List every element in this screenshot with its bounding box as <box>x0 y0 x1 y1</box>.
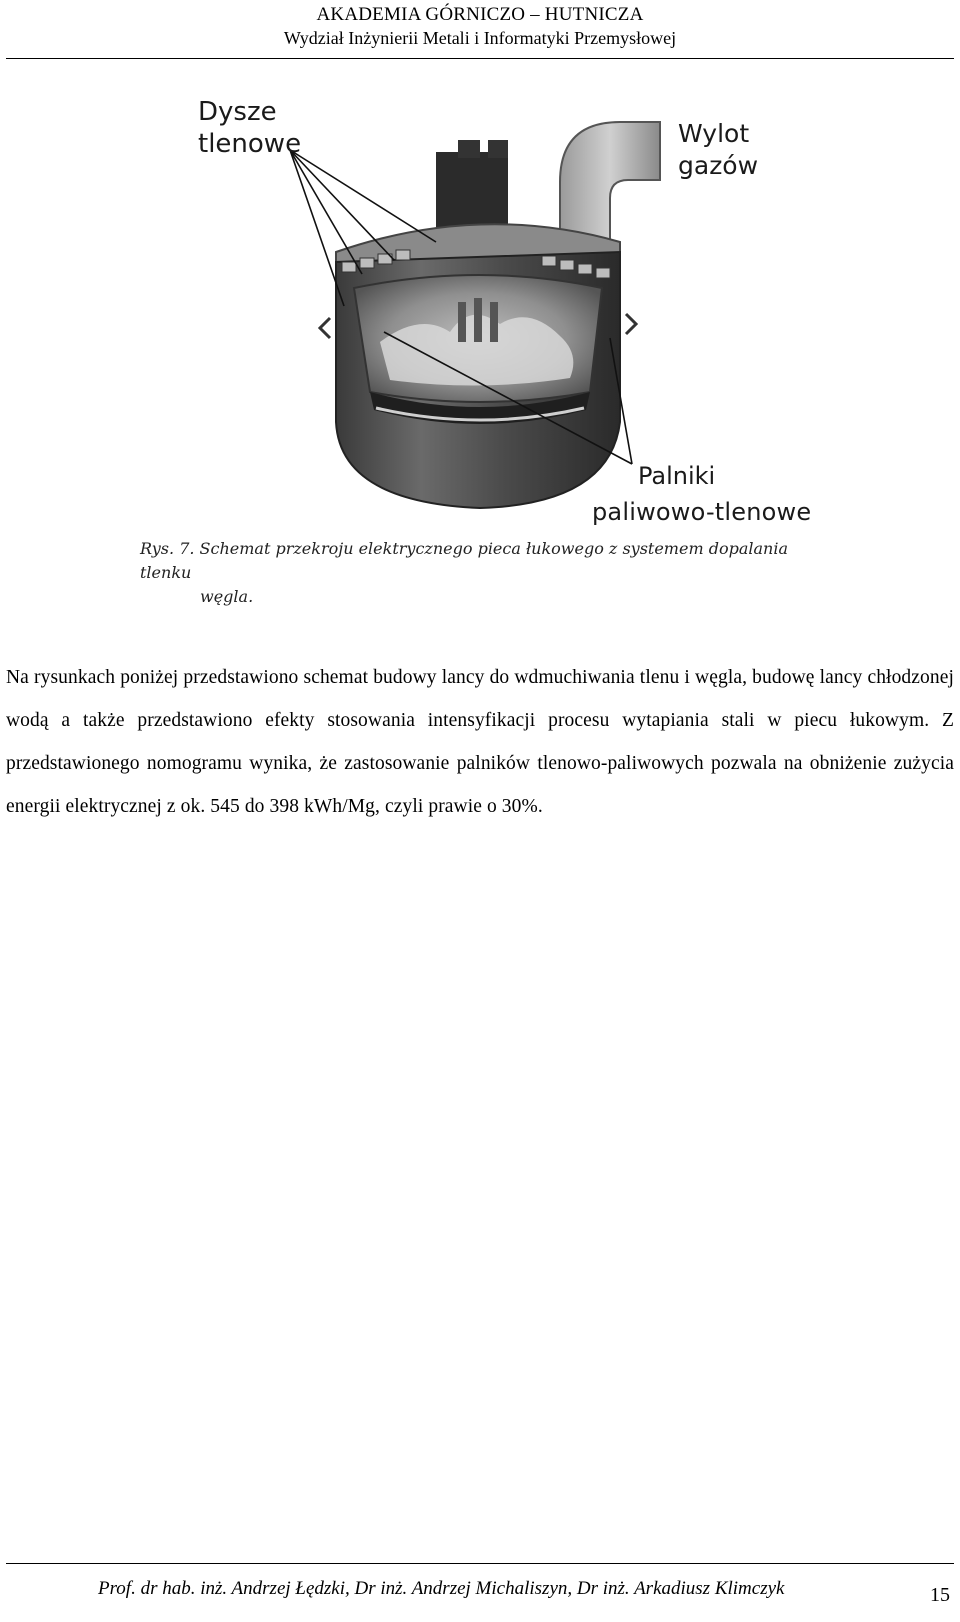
caption-line1: Rys. 7. Schemat przekroju elektrycznego pieca łukowego z systemem dopalania tlenku <box>140 539 788 582</box>
label-dysze-line2: tlenowe <box>198 129 302 159</box>
label-burners-line2: paliwowo-tlenowe <box>592 498 812 526</box>
university-name: AKADEMIA GÓRNICZO – HUTNICZA <box>316 4 644 25</box>
page-number: 15 <box>930 1584 950 1606</box>
body-paragraph: Na rysunkach poniżej przedstawiono schemat budowy lancy do wdmuchiwania tlenu i węgla, budowę lancy chłodzonej wodą a także przedstawiono efekty stosowania intensyfikacji procesu wytapiania stali w piecu łukowym. Z przedstawionego nomogramu wynika, że zastosowanie palników tlenowo-paliwowych pozwala na obniżenie zużycia energii elektrycznej z ok. 545 do 398 kWh/Mg, czyli prawie o 30%. <box>6 667 954 817</box>
faculty-name: Wydział Inżynierii Metali i Informatyki Przemysłowej <box>283 28 677 48</box>
furnace-figure <box>140 92 820 610</box>
footer-divider <box>6 1563 954 1564</box>
label-gas-outlet <box>678 118 758 182</box>
label-wylot-line1: Wylot <box>678 119 750 148</box>
label-dysze-line1: Dysze <box>198 97 277 127</box>
label-oxygen-nozzles <box>198 96 301 160</box>
header-divider <box>6 58 954 59</box>
label-burners-line1: Palniki <box>638 462 716 490</box>
caption-line2: węgla. <box>200 587 254 606</box>
figure-caption <box>140 537 800 609</box>
footer-authors: Prof. dr hab. inż. Andrzej Łędzki, Dr inż. Andrzej Michaliszyn, Dr inż. Arkadiusz Klimczyk <box>98 1578 785 1599</box>
label-wylot-line2: gazów <box>678 151 759 180</box>
